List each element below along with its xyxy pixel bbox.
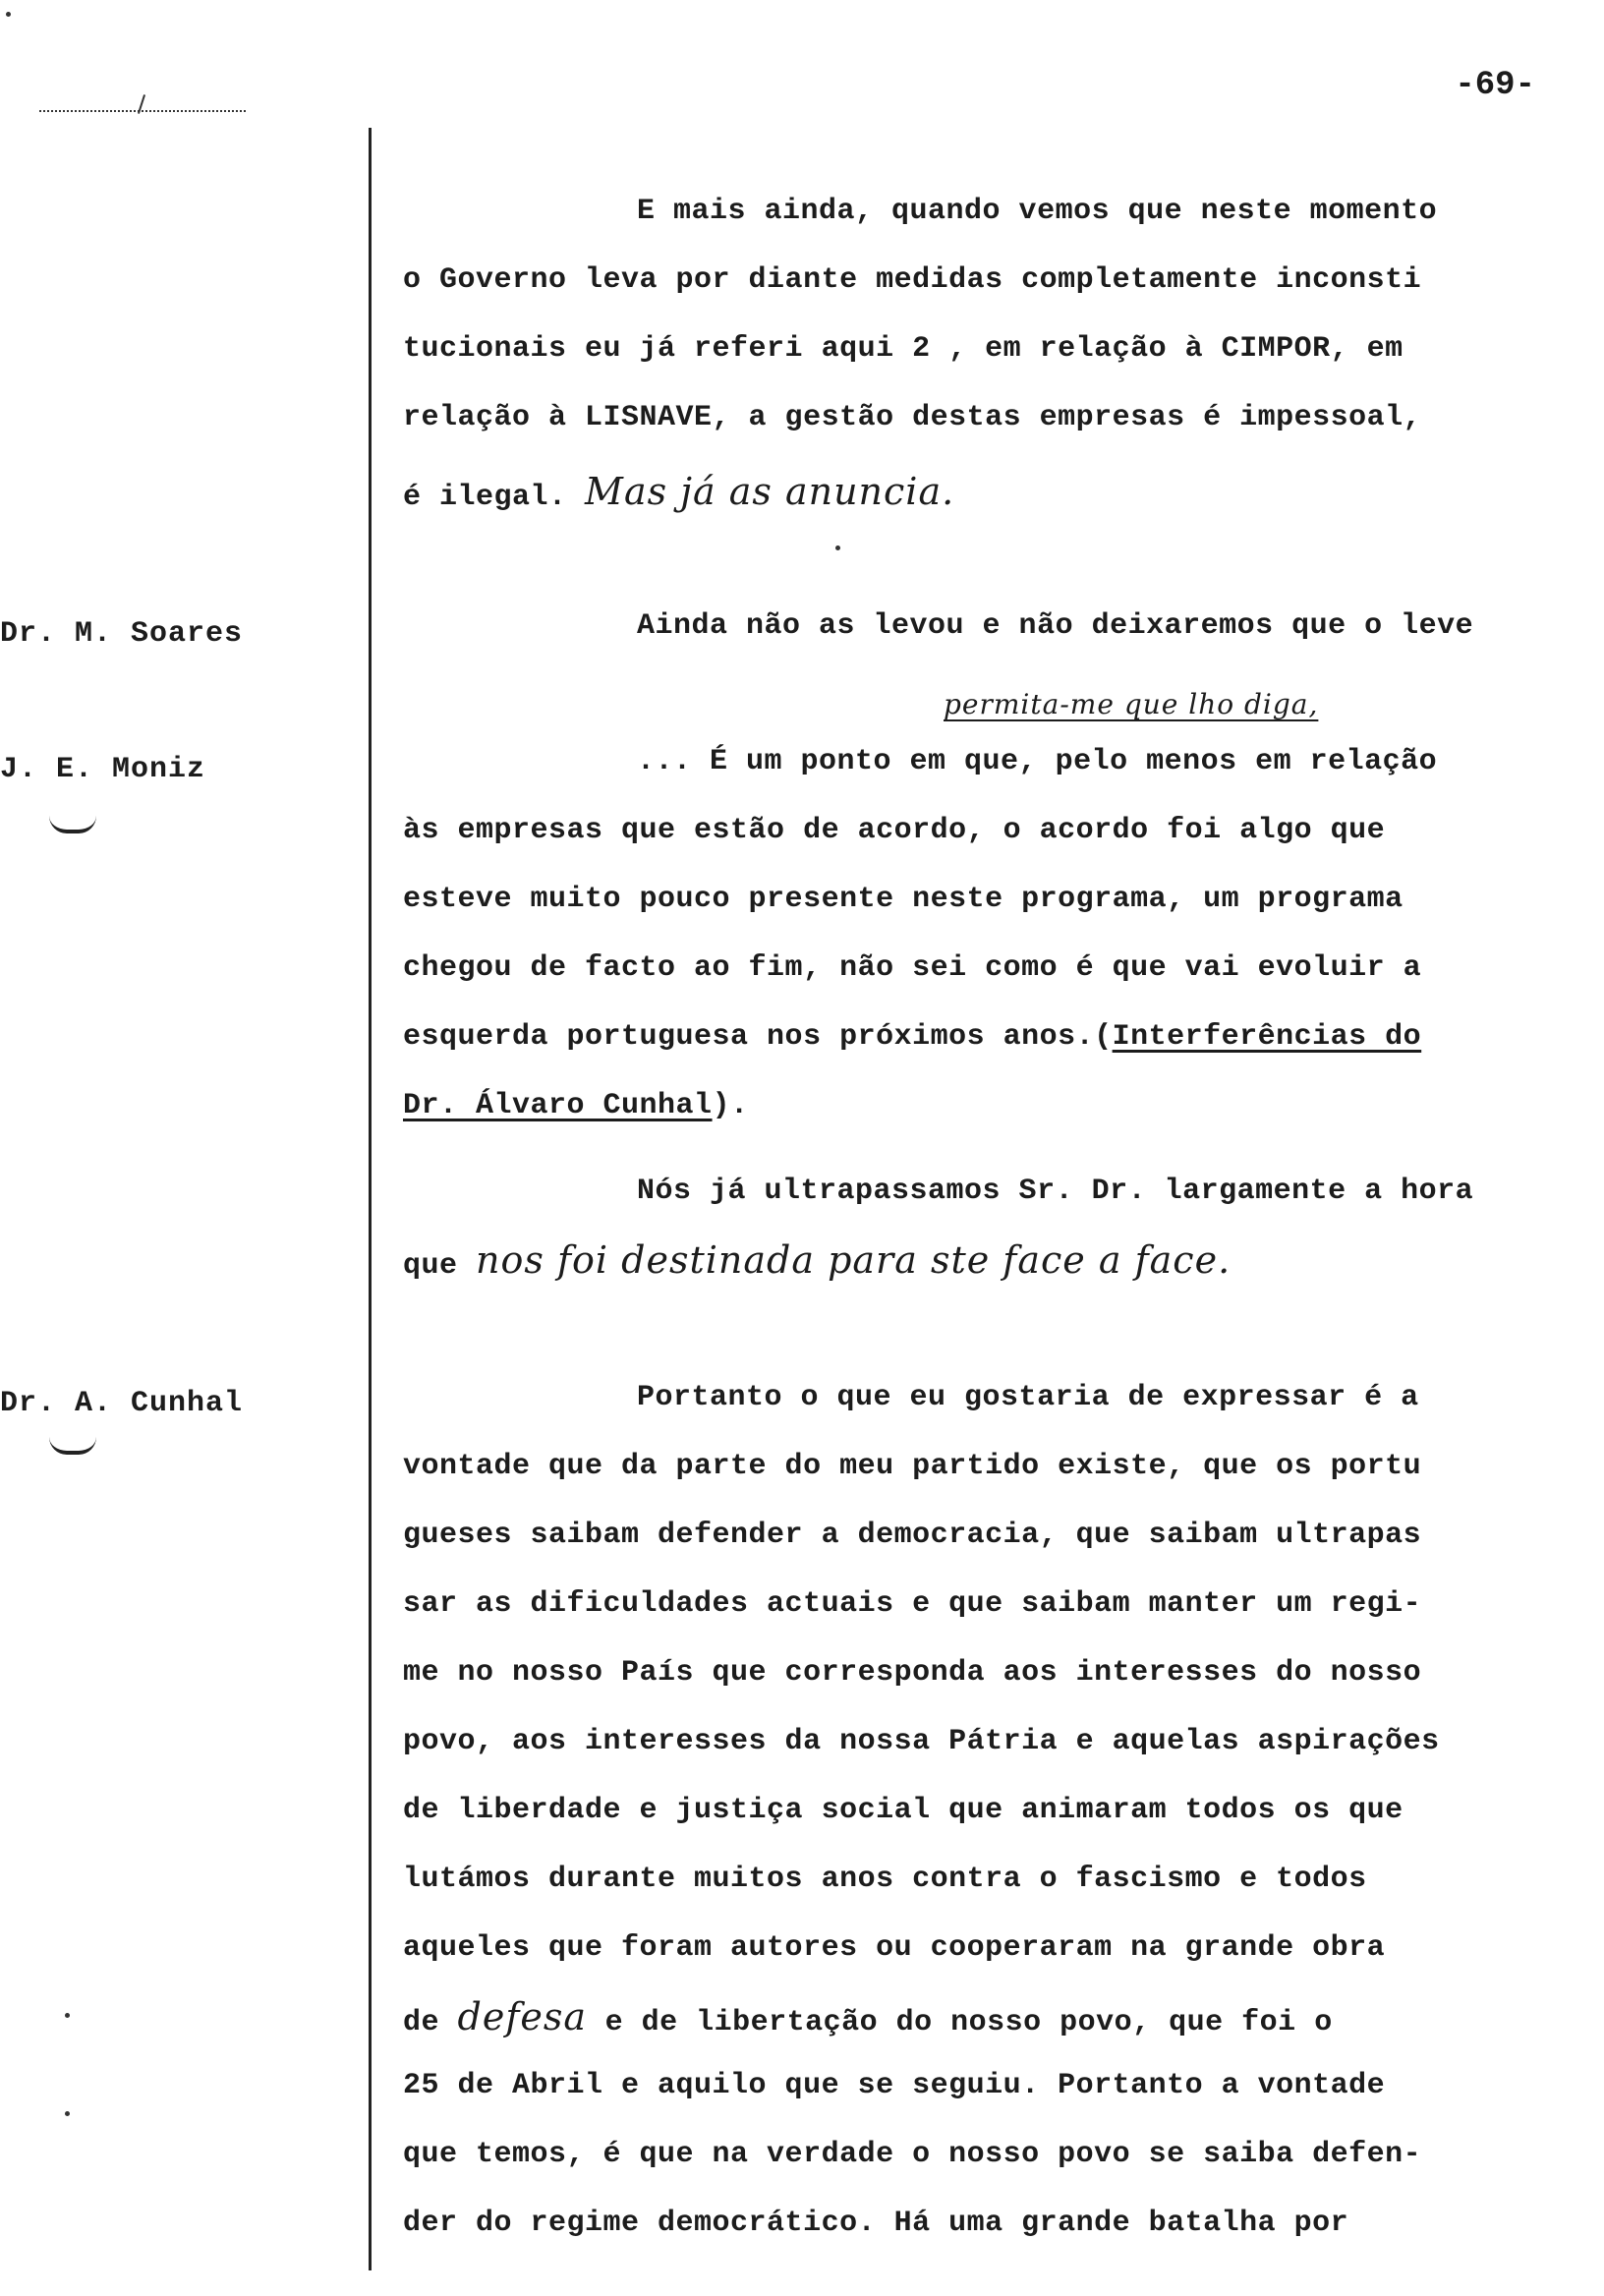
text-line: Nós já ultrapassamos Sr. Dr. largamente a hora — [637, 1175, 1474, 1208]
text-line-mixed — [403, 1020, 1421, 1054]
typed-text: e de libertação do nosso povo, que foi o — [604, 2006, 1333, 2039]
text-line: Portanto o que eu gostaria de expressar é a — [637, 1381, 1419, 1414]
typed-text: esquerda portuguesa nos próximos anos.( — [403, 1020, 1113, 1054]
scan-speck — [65, 2013, 70, 2018]
text-line-mixed — [403, 1089, 749, 1122]
text-line-mixed — [403, 1995, 1333, 2039]
text-line-mixed — [403, 470, 954, 514]
text-line: gueses saibam defender a democracia, que saibam ultrapas — [403, 1519, 1422, 1552]
text-line: me no nosso País que corresponda aos interesses do nosso — [403, 1656, 1422, 1690]
text-line: aqueles que foram autores ou cooperaram na grande obra — [403, 1931, 1386, 1965]
text-line: Ainda não as levou e não deixaremos que o leve — [637, 609, 1474, 643]
text-line: tucionais eu já referi aqui 2 , em relação à CIMPOR, em — [403, 332, 1404, 366]
text-line-mixed — [403, 1238, 1231, 1283]
text-line: esteve muito pouco presente neste programa, um programa — [403, 883, 1404, 916]
text-line: ... É um ponto em que, pelo menos em relação — [637, 745, 1438, 778]
speaker-label-soares: Dr. M. Soares — [0, 617, 244, 651]
text-line: vontade que da parte do meu partido existe, que os portu — [403, 1450, 1422, 1483]
text-line: que temos, é que na verdade o nosso povo se saiba defen- — [403, 2138, 1422, 2171]
scan-speck — [835, 545, 840, 550]
text-line: der do regime democrático. Há uma grande batalha por — [403, 2207, 1349, 2240]
text-line: povo, aos interesses da nossa Pátria e aquelas aspirações — [403, 1725, 1440, 1758]
handwritten-annotation: nos foi destinada para ste face a face. — [476, 1238, 1232, 1282]
text-line: 25 de Abril e aquilo que se seguiu. Portanto a vontade — [403, 2069, 1386, 2102]
typed-text: ). — [712, 1089, 749, 1122]
text-line: de liberdade e justiça social que animaram todos os que — [403, 1794, 1404, 1827]
speaker-label-cunhal: Dr. A. Cunhal — [0, 1387, 244, 1420]
text-line: relação à LISNAVE, a gestão destas empresas é impessoal, — [403, 401, 1422, 434]
typed-text: que — [403, 1249, 458, 1283]
text-line: E mais ainda, quando vemos que neste momento — [637, 195, 1438, 228]
underlined-text: Interferências do — [1112, 1020, 1422, 1054]
text-line: chegou de facto ao fim, não sei como é que vai evoluir a — [403, 951, 1422, 985]
underlined-text: Dr. Álvaro Cunhal — [403, 1089, 713, 1122]
handwritten-arc-mark — [49, 1437, 96, 1455]
typed-text: é ilegal. — [403, 481, 567, 514]
handwritten-arc-mark — [49, 816, 96, 833]
text-line: o Governo leva por diante medidas completamente inconsti — [403, 263, 1422, 297]
handwritten-annotation: Mas já as anuncia. — [585, 470, 955, 513]
typed-text: de — [403, 2006, 440, 2039]
margin-dotted-line — [39, 110, 246, 112]
handwritten-annotation: defesa — [457, 1995, 588, 2038]
handwritten-insert: permita-me que lho diga, — [944, 688, 1319, 720]
speaker-label-moniz: J. E. Moniz — [0, 753, 206, 786]
page-number: -69- — [1455, 67, 1535, 104]
margin-vertical-rule — [369, 128, 372, 2270]
scan-speck — [65, 2111, 70, 2116]
text-line: às empresas que estão de acordo, o acordo foi algo que — [403, 814, 1386, 847]
scan-speck — [6, 12, 11, 17]
text-line: sar as dificuldades actuais e que saibam manter um regi- — [403, 1587, 1422, 1621]
text-line: lutámos durante muitos anos contra o fascismo e todos — [403, 1863, 1367, 1896]
